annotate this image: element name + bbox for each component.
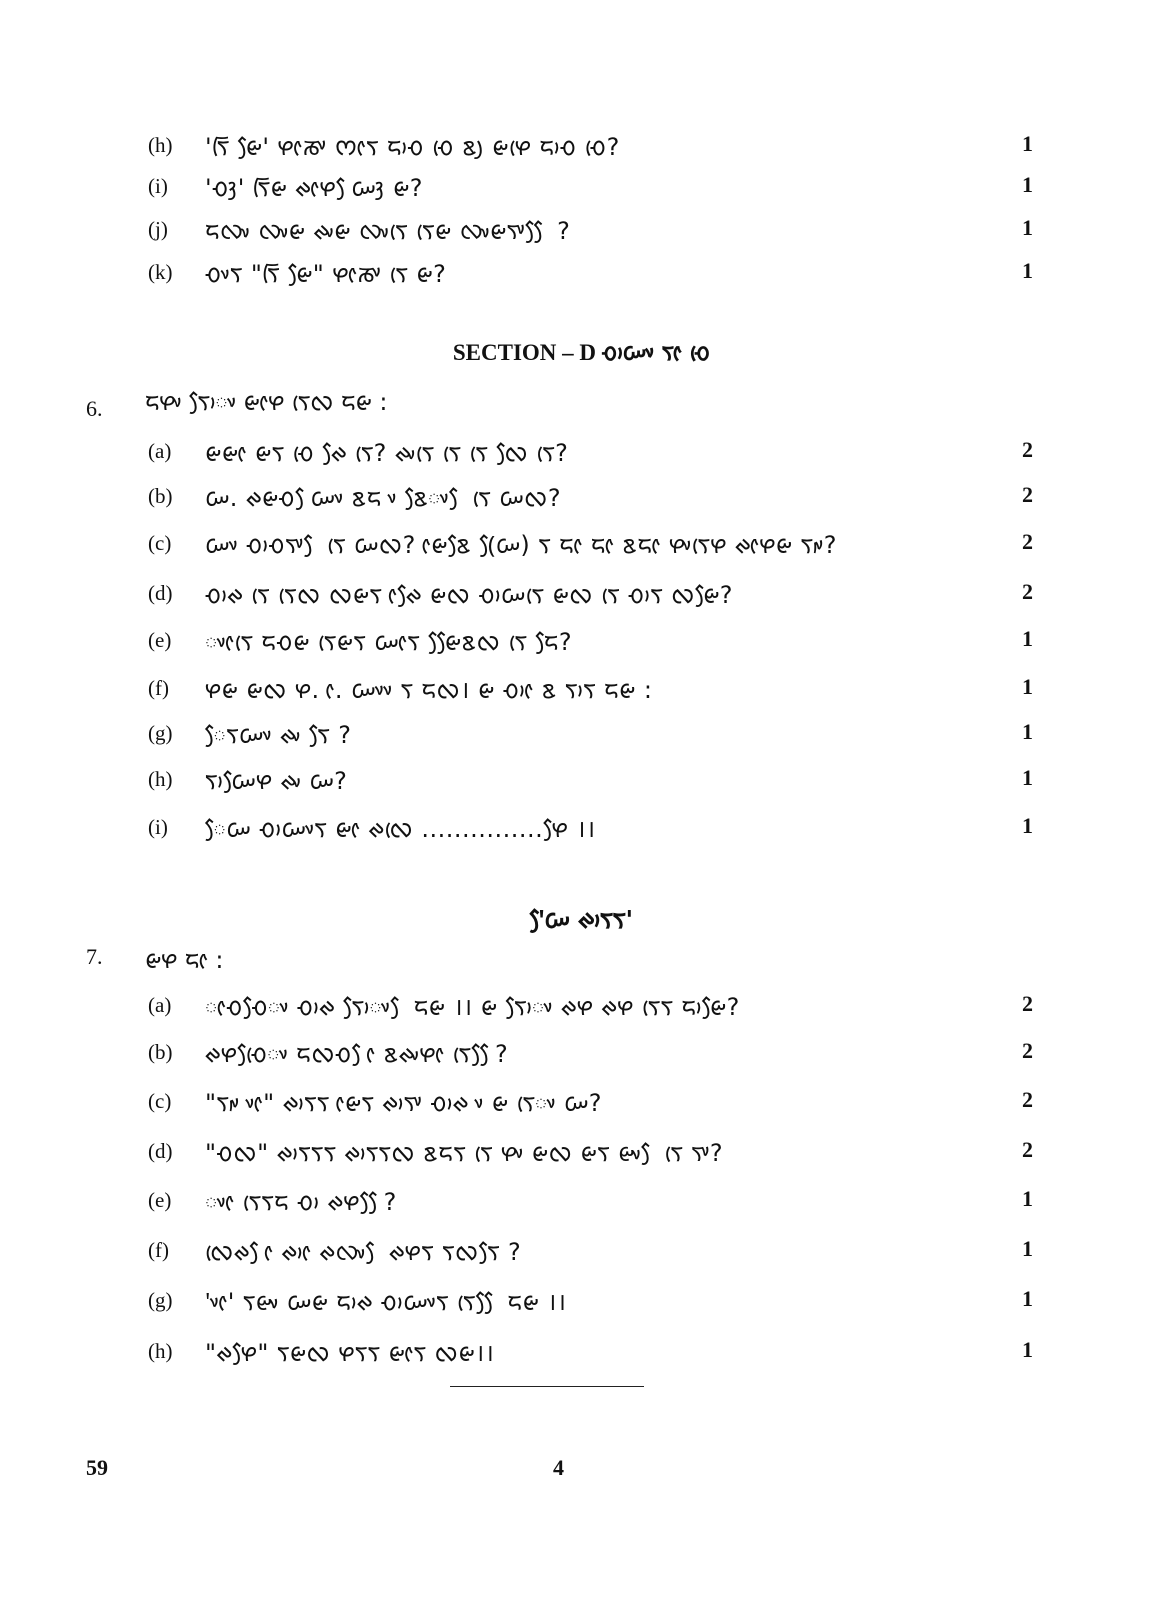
- question-item: [0, 127, 1163, 161]
- question-item: [0, 987, 1163, 1021]
- question-item: [0, 1232, 1163, 1266]
- question-item: [0, 478, 1163, 512]
- question-item: [0, 1133, 1163, 1167]
- item-marks: 2: [1022, 529, 1033, 554]
- item-marks: 1: [1022, 172, 1033, 197]
- item-label: (g): [148, 1288, 173, 1312]
- item-label: (b): [148, 1040, 173, 1064]
- item-text: ᰛᰥᰠᰧᰋ ᰊᰤ ᰠ?: [205, 767, 348, 795]
- question-item: [0, 670, 1163, 704]
- item-label: (a): [148, 993, 172, 1017]
- question-item: [0, 1083, 1163, 1117]
- item-marks: 2: [1022, 1087, 1033, 1112]
- item-marks: 1: [1022, 215, 1033, 240]
- question-instruction: ᰏᰋᰤ ᰛᰥᰧᰤ ᰡᰦᰋ ᰛᰨᰜ ᰏᰡ :: [145, 388, 388, 416]
- section-heading: [0, 336, 1163, 371]
- item-marks: 1: [1022, 131, 1033, 156]
- item-label: (e): [148, 1188, 172, 1212]
- item-text: ᰆᰤᰛ "ᰛᰩ ᰡᰧ" ᰋᰦᰕᰤ ᰛᰨ ᰡ?: [205, 260, 447, 288]
- item-text: ᰠ. ᰊᰡᰆ ᰧᰠᰤ ᰣᰏ ᰤ ᰣᰧᰤ ᰧ ᰛᰨ ᰠᰜ?: [205, 484, 562, 512]
- item-label: (k): [148, 260, 173, 284]
- question-item: [0, 1034, 1163, 1068]
- item-text: ᰜᰨᰊ ᰧᰦ ᰊᰥᰦ ᰊᰜᰤ ᰧ ᰊᰋᰛ ᰛᰜᰛᰧ ?: [205, 1238, 522, 1266]
- item-text: 'ᰛᰩ ᰡᰧ' ᰋᰦᰕᰤ ᰔᰦᰛ ᰏᰥᰆ ᰆᰨ ᰣᰪ ᰡᰋᰨ ᰏᰥᰆ ᰆᰨ?: [205, 133, 620, 161]
- question-number: 7.: [86, 944, 103, 969]
- question-item: [0, 1333, 1163, 1367]
- item-label: (a): [148, 439, 172, 463]
- section-heading-script: ᰆᰥᰠᰤ ᰛᰦ ᰆᰨ: [601, 340, 711, 366]
- item-marks: 1: [1022, 1186, 1033, 1211]
- item-text: ᰤᰦ ᰛᰨᰛᰏ ᰆᰥ ᰊᰋ ᰧᰧ?: [205, 1188, 397, 1216]
- question-item: [0, 168, 1163, 202]
- item-marks: 1: [1022, 765, 1033, 790]
- item-marks: 2: [1022, 579, 1033, 604]
- item-label: (h): [148, 133, 173, 157]
- question-item: [0, 715, 1163, 749]
- item-text: ᰏᰜᰤ ᰜᰤᰡ ᰊᰤᰡ ᰜᰤᰛᰨ ᰛᰨᰡ ᰜᰤᰡᰛᰤ ᰧᰧ ?: [205, 217, 571, 245]
- question-item: [0, 254, 1163, 288]
- item-text: "ᰆᰜ" ᰊᰥᰛᰛᰛ ᰊᰥᰛᰛᰜ ᰣᰏᰛ ᰛᰨ ᰋᰤ ᰡᰜ ᰡᰛ ᰡᰤ ᰧ ᰛᰨ ᰛᰤ?: [205, 1139, 724, 1167]
- item-text: ᰧᰛᰠᰤ ᰊᰤ ᰛᰧ ?: [205, 721, 352, 749]
- question-item: [0, 809, 1163, 843]
- question-item: [0, 1282, 1163, 1316]
- item-text: ᰡᰡᰦ ᰡᰛ ᰆᰨ ᰊᰧ ᰛᰨ? ᰊᰤᰛᰨ ᰛᰨ ᰛᰨ ᰜᰧ ᰛᰨ?: [205, 439, 569, 467]
- question-item: [0, 575, 1163, 609]
- item-label: (c): [148, 1089, 172, 1113]
- item-label: (e): [148, 628, 172, 652]
- item-text: 'ᰆᰫ' ᰛᰩᰡ ᰊᰦᰋ ᰧᰠᰫ ᰡ?: [205, 174, 423, 202]
- question-item: [0, 211, 1163, 245]
- item-text: ᰆᰥᰊ ᰛᰨ ᰛᰨᰜ ᰜᰡᰛ ᰦᰊᰧ ᰡᰜ ᰆᰥᰠᰛᰨ ᰡᰜ ᰛᰨ ᰆᰥᰛ ᰜᰡᰧ?: [205, 581, 734, 609]
- item-label: (d): [148, 581, 173, 605]
- item-text: ᰋᰡ ᰡᰜ ᰋ. ᰦ. ᰠᰤᰤ ᰛ ᰏᰜ। ᰡ ᰆᰥᰦ ᰣ ᰛᰥᰛ ᰏᰡ :: [205, 676, 653, 704]
- question-item: [0, 525, 1163, 559]
- item-marks: 1: [1022, 813, 1033, 838]
- item-text: ᰠᰤ ᰆᰥᰆᰛᰤ ᰧ ᰛᰨ ᰠᰜ? ᰦᰡᰣᰧ (ᰧᰠ) ᰛ ᰏᰦ ᰏᰦ ᰣᰏᰦ ᰋᰤᰛᰨᰋ ᰊᰦᰋᰡ ᰛᰥᰤ?: [205, 531, 837, 559]
- item-marks: 2: [1022, 1038, 1033, 1063]
- item-text: ᰤᰦᰛᰨ ᰏᰆᰡ ᰛᰨᰡᰛ ᰠᰦᰛ ᰡᰧᰧᰣᰜ ᰛᰨ ᰏᰧ?: [205, 628, 573, 656]
- item-marks: 1: [1022, 1236, 1033, 1261]
- item-marks: 2: [1022, 1137, 1033, 1162]
- question-item: [0, 761, 1163, 795]
- item-label: (h): [148, 767, 173, 791]
- item-label: (f): [148, 676, 169, 700]
- item-marks: 1: [1022, 719, 1033, 744]
- item-label: (f): [148, 1238, 169, 1262]
- item-text: "ᰊᰋᰧ" ᰛᰡᰜ ᰋᰛᰛ ᰡᰦᰛ ᰜᰡ।।: [205, 1339, 495, 1367]
- item-text: ᰧᰠ ᰆᰥᰠᰤᰛ ᰡᰦ ᰊᰜᰨ ...............ᰋᰧ ।।: [205, 815, 596, 843]
- paper-code: 59: [86, 1455, 108, 1480]
- item-label: (i): [148, 174, 168, 198]
- item-marks: 1: [1022, 674, 1033, 699]
- item-marks: 1: [1022, 258, 1033, 283]
- item-marks: 2: [1022, 482, 1033, 507]
- item-label: (h): [148, 1339, 173, 1363]
- question-item: [0, 1182, 1163, 1216]
- item-marks: 2: [1022, 437, 1033, 462]
- item-marks: 2: [1022, 991, 1033, 1016]
- item-text: 'ᰤᰦ' ᰛᰡᰤ ᰠᰡ ᰏᰥᰊ ᰆᰥᰠᰤᰛ ᰛᰨ ᰧᰧ ᰏᰡ ।।: [205, 1288, 567, 1316]
- item-label: (i): [148, 815, 168, 839]
- item-marks: 1: [1022, 1337, 1033, 1362]
- question-instruction: ᰡᰋ ᰏᰦ :: [145, 946, 224, 974]
- item-label: (j): [148, 217, 168, 241]
- item-marks: 1: [1022, 626, 1033, 651]
- end-rule: [450, 1386, 644, 1387]
- item-marks: 1: [1022, 1286, 1033, 1311]
- question-number: 6.: [86, 396, 103, 421]
- item-label: (d): [148, 1139, 173, 1163]
- item-label: (g): [148, 721, 173, 745]
- page-number: 4: [553, 1455, 564, 1480]
- lesson-subtitle: 'ᰧᰠ ᰊᰥᰛᰛ': [529, 905, 634, 934]
- item-text: "ᰛᰥᰤ ᰤᰦ" ᰊᰥᰛᰛ ᰦᰡᰛ ᰊᰥᰛᰤ ᰆᰥᰊ ᰤ ᰡ ᰛᰨᰤ ᰠ?: [205, 1089, 602, 1117]
- item-label: (b): [148, 484, 173, 508]
- question-item: [0, 433, 1163, 467]
- item-label: (c): [148, 531, 172, 555]
- item-text: ᰦᰆᰆᰧᰤ ᰆᰥᰊ ᰛᰥᰧᰤ ᰧ ᰏᰡ ।। ᰡ ᰛᰥᰧᰤ ᰊᰋ ᰊᰋ ᰛᰨᰛ ᰏᰥᰡᰧ?: [205, 993, 740, 1021]
- item-text: ᰊᰋᰆᰨᰧᰤ ᰏᰜᰆ ᰧᰦ ᰣᰊᰤᰋᰦ ᰛᰨ ᰧᰧ?: [205, 1040, 509, 1068]
- section-heading-en: SECTION – D: [452, 340, 597, 365]
- question-item: [0, 622, 1163, 656]
